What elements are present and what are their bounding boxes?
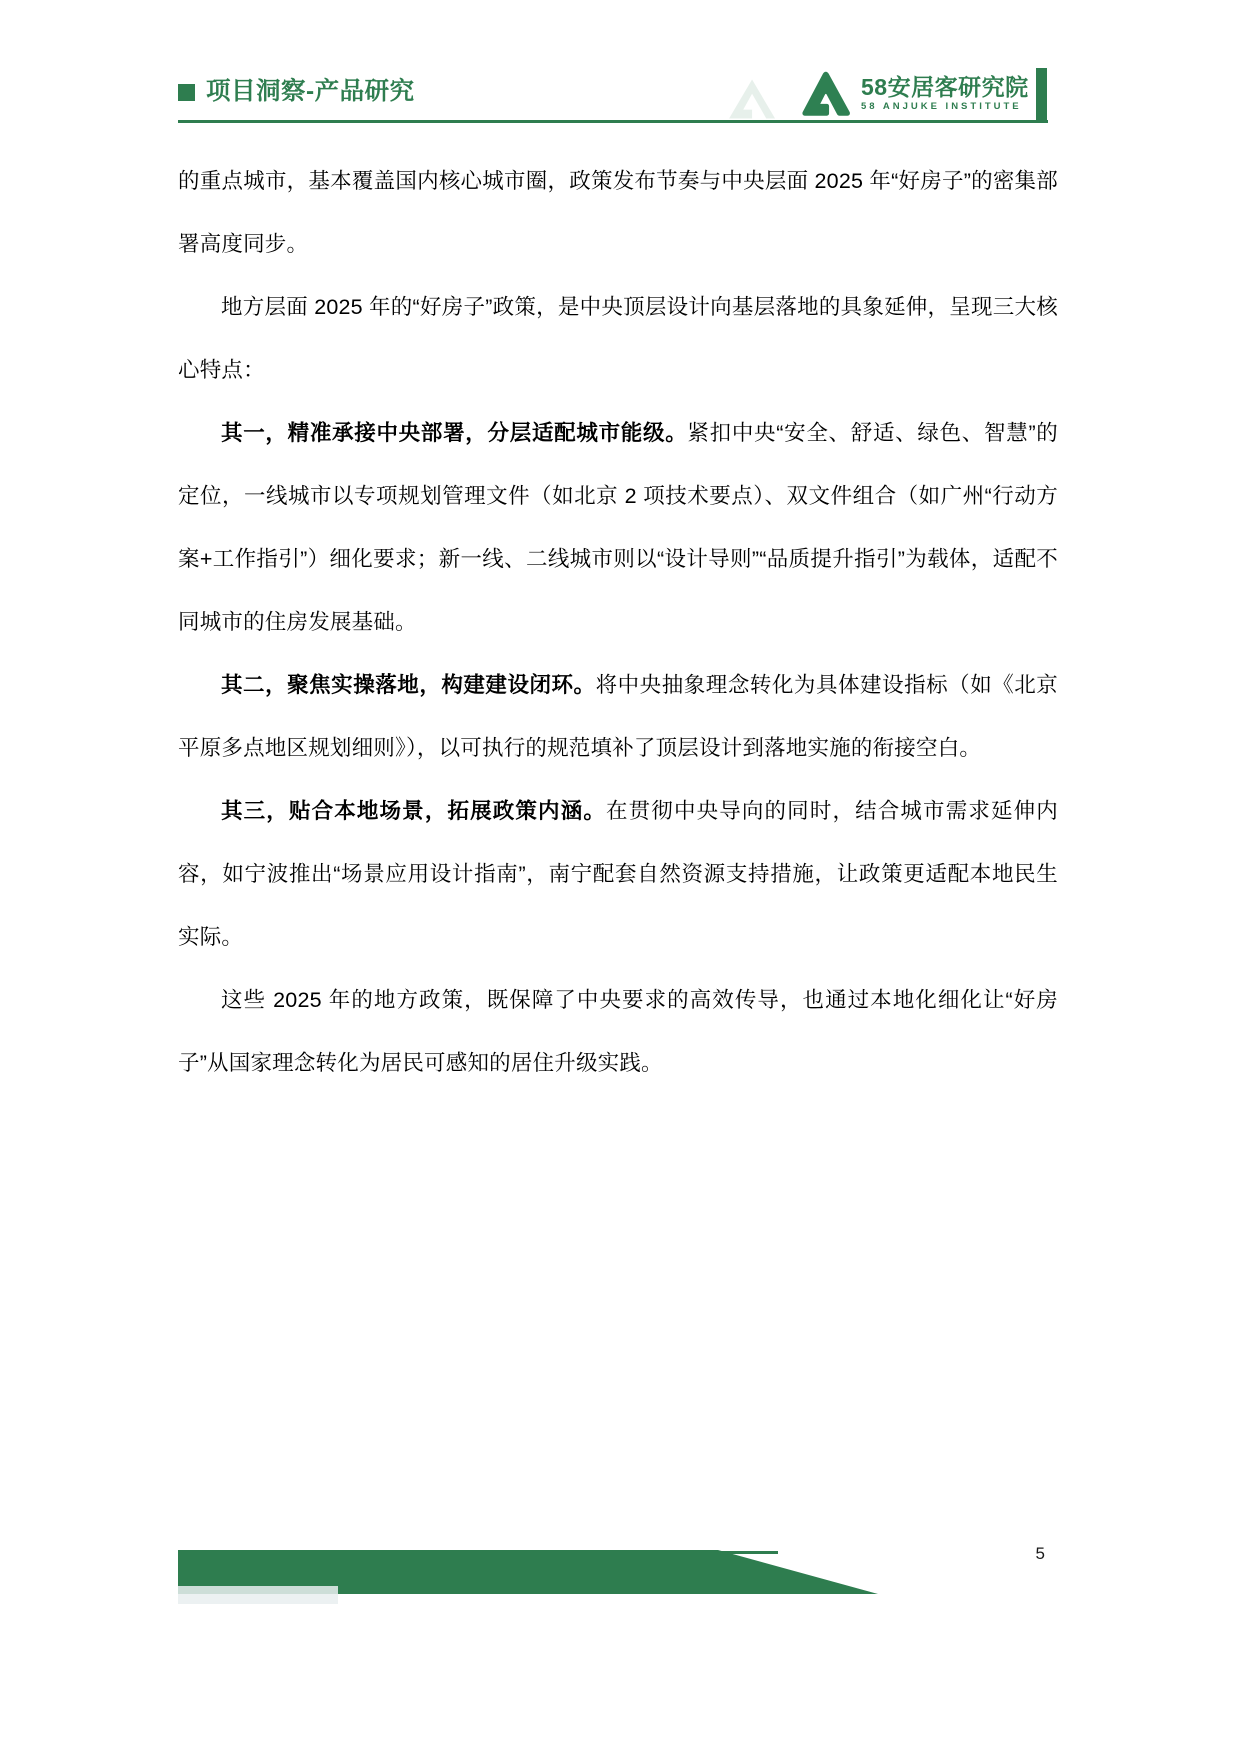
paragraph-text: 紧扣中央“安全、舒适、绿色、智慧”的定位，一线城市以专项规划管理文件（如北京 2 项技术要点）、双文件组合（如广州“行动方案+工作指引”）细化要求；新一线、二线城市则以“设计导则”“品质提升指引”为载体，适配不同城市的住房发展基础。 [178, 421, 1059, 634]
logo-name-en: 58 ANJUKE INSTITUTE [861, 101, 1022, 113]
paragraph-6 [178, 969, 1058, 1095]
logo-text-group [861, 76, 1029, 112]
paragraph-lead-in: 其二，聚焦实操落地，构建建设闭环。 [221, 673, 596, 697]
anjuke-institute-logo [800, 66, 1029, 122]
paragraph-lead-in: 其三，贴合本地场景，拓展政策内涵。 [221, 799, 606, 823]
header-title: 项目洞察-产品研究 [206, 78, 415, 105]
header-right-accent-bar [1036, 68, 1047, 122]
anjuke-triangle-a-logo-icon [800, 69, 852, 119]
paragraph-text: 将中央抽象理念转化为具体建设指标（如《北京平原多点地区规划细则》），以可执行的规范填补了顶层设计到落地实施的衔接空白。 [178, 673, 1059, 760]
green-square-bullet-icon [178, 84, 195, 101]
paragraph-2 [178, 276, 1058, 402]
header-title-group [178, 80, 415, 105]
logo-name-cn: 58安居客研究院 [861, 74, 1029, 101]
paragraph-text: 的重点城市，基本覆盖国内核心城市圈，政策发布节奏与中央层面 2025 年“好房子”的密集部署高度同步。 [178, 169, 1058, 256]
paragraph-text: 地方层面 2025 年的“好房子”政策，是中央顶层设计向基层落地的具象延伸，呈现三大核心特点： [178, 295, 1058, 382]
footer-gray-accent-shape [178, 1586, 338, 1604]
paragraph-text: 这些 2025 年的地方政策，既保障了中央要求的高效传导，也通过本地化细化让“好房子”从国家理念转化为居民可感知的居住升级实践。 [178, 988, 1058, 1075]
page-footer [0, 1494, 1241, 1754]
paragraph-5 [178, 780, 1058, 969]
paragraph-4 [178, 654, 1058, 780]
page-header [0, 0, 1241, 135]
paragraph-lead-in: 其一，精准承接中央部署，分层适配城市能级。 [221, 421, 688, 445]
paragraph-1 [178, 150, 1058, 276]
document-body [178, 150, 1058, 1095]
paragraph-text: 在贯彻中央导向的同时，结合城市需求延伸内容，如宁波推出“场景应用设计指南”，南宁配套自然资源支持措施，让政策更适配本地民生实际。 [178, 799, 1058, 949]
page-number: 5 [1035, 1544, 1045, 1563]
paragraph-3 [178, 402, 1058, 654]
